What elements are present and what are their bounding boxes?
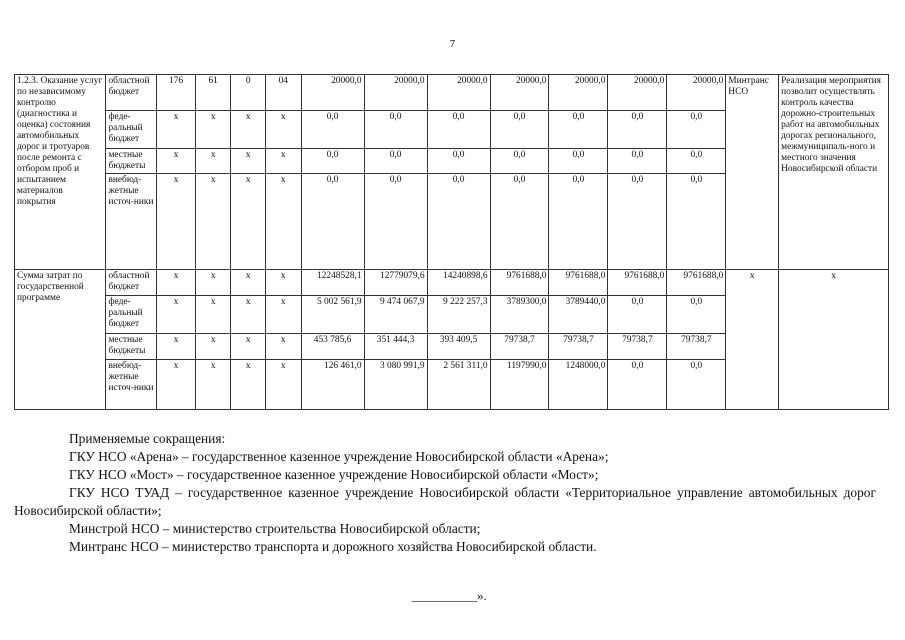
value-cell: 0,0 (667, 296, 726, 334)
value-cell: 0,0 (427, 149, 490, 174)
abbreviation-line: Минстрой НСО – министерство строительства Новосибирской области; (69, 521, 481, 536)
code-cell: х (231, 174, 266, 270)
value-cell: 0,0 (608, 149, 667, 174)
value-cell: 1197990,0 (490, 360, 549, 410)
value-cell: 9761688,0 (608, 270, 667, 296)
funding-source-cell: внебюд-жетные источ-ники (106, 174, 157, 270)
value-cell: 0,0 (490, 111, 549, 149)
code-cell: 176 (157, 75, 196, 111)
value-cell: 0,0 (608, 296, 667, 334)
code-cell: х (265, 360, 301, 410)
value-cell: 0,0 (667, 360, 726, 410)
code-cell: х (231, 149, 266, 174)
value-cell: 79738,7 (490, 334, 549, 360)
value-cell: 126 461,0 (301, 360, 364, 410)
code-cell: 04 (265, 75, 301, 111)
abbreviations-heading: Применяемые сокращения: (69, 431, 226, 446)
value-cell: 20000,0 (301, 75, 364, 111)
value-cell: 453 785,6 (301, 334, 364, 360)
value-cell: 0,0 (549, 149, 608, 174)
value-cell: 12779079,6 (364, 270, 427, 296)
value-cell: 79738,7 (549, 334, 608, 360)
code-cell: 0 (231, 75, 266, 111)
code-cell: х (231, 296, 266, 334)
value-cell: 0,0 (427, 111, 490, 149)
code-cell: 61 (195, 75, 231, 111)
table-body (15, 75, 889, 410)
value-cell: 20000,0 (427, 75, 490, 111)
value-cell: 0,0 (364, 174, 427, 270)
value-cell: 351 444,3 (364, 334, 427, 360)
value-cell: 0,0 (301, 149, 364, 174)
value-cell: 393 409,5 (427, 334, 490, 360)
abbreviation-line: ГКУ НСО «Арена» – государственное казенное учреждение Новосибирской области «Арена»; (69, 449, 609, 464)
code-cell: х (265, 111, 301, 149)
value-cell: 5 002 561,9 (301, 296, 364, 334)
value-cell: 20000,0 (549, 75, 608, 111)
funding-source-cell: феде-ральный бюджет (106, 296, 157, 334)
code-cell: х (157, 360, 196, 410)
value-cell: 0,0 (608, 360, 667, 410)
code-cell: х (195, 149, 231, 174)
code-cell: х (157, 149, 196, 174)
value-cell: 20000,0 (667, 75, 726, 111)
value-cell: 3789440,0 (549, 296, 608, 334)
code-cell: х (231, 111, 266, 149)
value-cell: 0,0 (667, 111, 726, 149)
value-cell: 3 080 991,9 (364, 360, 427, 410)
code-cell: х (231, 270, 266, 296)
task-name-cell: 1.2.3. Оказание услуг по независимому контролю (диагностика и оценка) состояния автомобильных дорог и тротуаров после ремонта с отбором проб и испытанием материалов покрытия (15, 75, 106, 270)
funding-source-cell: внебюд-жетные источ-ники (106, 360, 157, 410)
code-cell: х (195, 270, 231, 296)
abbreviation-line: ГКУ НСО ТУАД – государственное казенное учреждение Новосибирской области «Территориальное управление автомобильных дорог Новосибирской области»; (14, 485, 876, 518)
value-cell: 9761688,0 (490, 270, 549, 296)
value-cell: 20000,0 (490, 75, 549, 111)
code-cell: х (231, 360, 266, 410)
code-cell: х (157, 111, 196, 149)
value-cell: 0,0 (667, 149, 726, 174)
closing-line: __________». (412, 588, 487, 603)
code-cell: х (231, 334, 266, 360)
value-cell: 0,0 (490, 149, 549, 174)
page-number: 7 (449, 38, 456, 50)
value-cell: 0,0 (301, 111, 364, 149)
table-row (15, 75, 889, 111)
value-cell: 3789300,0 (490, 296, 549, 334)
code-cell: х (265, 174, 301, 270)
value-cell: 2 561 311,0 (427, 360, 490, 410)
code-cell: х (195, 296, 231, 334)
value-cell: 9761688,0 (667, 270, 726, 296)
funding-source-cell: областной бюджет (106, 75, 157, 111)
value-cell: 20000,0 (608, 75, 667, 111)
funding-source-cell: местные бюджеты (106, 149, 157, 174)
value-cell: 0,0 (608, 174, 667, 270)
code-cell: х (157, 334, 196, 360)
value-cell: 9761688,0 (549, 270, 608, 296)
value-cell: 1248000,0 (549, 360, 608, 410)
executor-cell: Минтранс НСО (726, 75, 779, 270)
funding-source-cell: областной бюджет (106, 270, 157, 296)
code-cell: х (195, 334, 231, 360)
value-cell: 14240898,6 (427, 270, 490, 296)
value-cell: 0,0 (549, 174, 608, 270)
result-cell: Реализация мероприятия позволит осуществлять контроль качества дорожно-строительных работ на автомобильных дорогах регионального, межмуниципаль-ного и местного значения Новосибирской области (779, 75, 889, 270)
value-cell: 0,0 (364, 149, 427, 174)
value-cell: 0,0 (301, 174, 364, 270)
code-cell: х (157, 296, 196, 334)
value-cell: 79738,7 (667, 334, 726, 360)
code-cell: х (157, 270, 196, 296)
code-cell: х (157, 174, 196, 270)
abbreviation-line: ГКУ НСО «Мост» – государственное казенное учреждение Новосибирской области «Мост»; (69, 467, 599, 482)
result-cell: х (779, 270, 889, 410)
value-cell: 0,0 (490, 174, 549, 270)
executor-cell: х (726, 270, 779, 410)
value-cell: 79738,7 (608, 334, 667, 360)
code-cell: х (265, 270, 301, 296)
abbreviations-section (14, 430, 876, 556)
value-cell: 9 222 257,3 (427, 296, 490, 334)
table-row (15, 270, 889, 296)
abbreviation-line: Минтранс НСО – министерство транспорта и дорожного хозяйства Новосибирской области. (69, 539, 597, 554)
value-cell: 0,0 (549, 111, 608, 149)
value-cell: 12248528,1 (301, 270, 364, 296)
funding-source-cell: феде-ральный бюджет (106, 111, 157, 149)
code-cell: х (265, 296, 301, 334)
task-name-cell: Сумма затрат по государственной программе (15, 270, 106, 410)
code-cell: х (265, 334, 301, 360)
code-cell: х (195, 174, 231, 270)
code-cell: х (265, 149, 301, 174)
code-cell: х (195, 360, 231, 410)
value-cell: 9 474 067,9 (364, 296, 427, 334)
value-cell: 0,0 (427, 174, 490, 270)
value-cell: 0,0 (608, 111, 667, 149)
funding-source-cell: местные бюджеты (106, 334, 157, 360)
value-cell: 0,0 (364, 111, 427, 149)
value-cell: 20000,0 (364, 75, 427, 111)
code-cell: х (195, 111, 231, 149)
value-cell: 0,0 (667, 174, 726, 270)
budget-table (14, 74, 889, 410)
